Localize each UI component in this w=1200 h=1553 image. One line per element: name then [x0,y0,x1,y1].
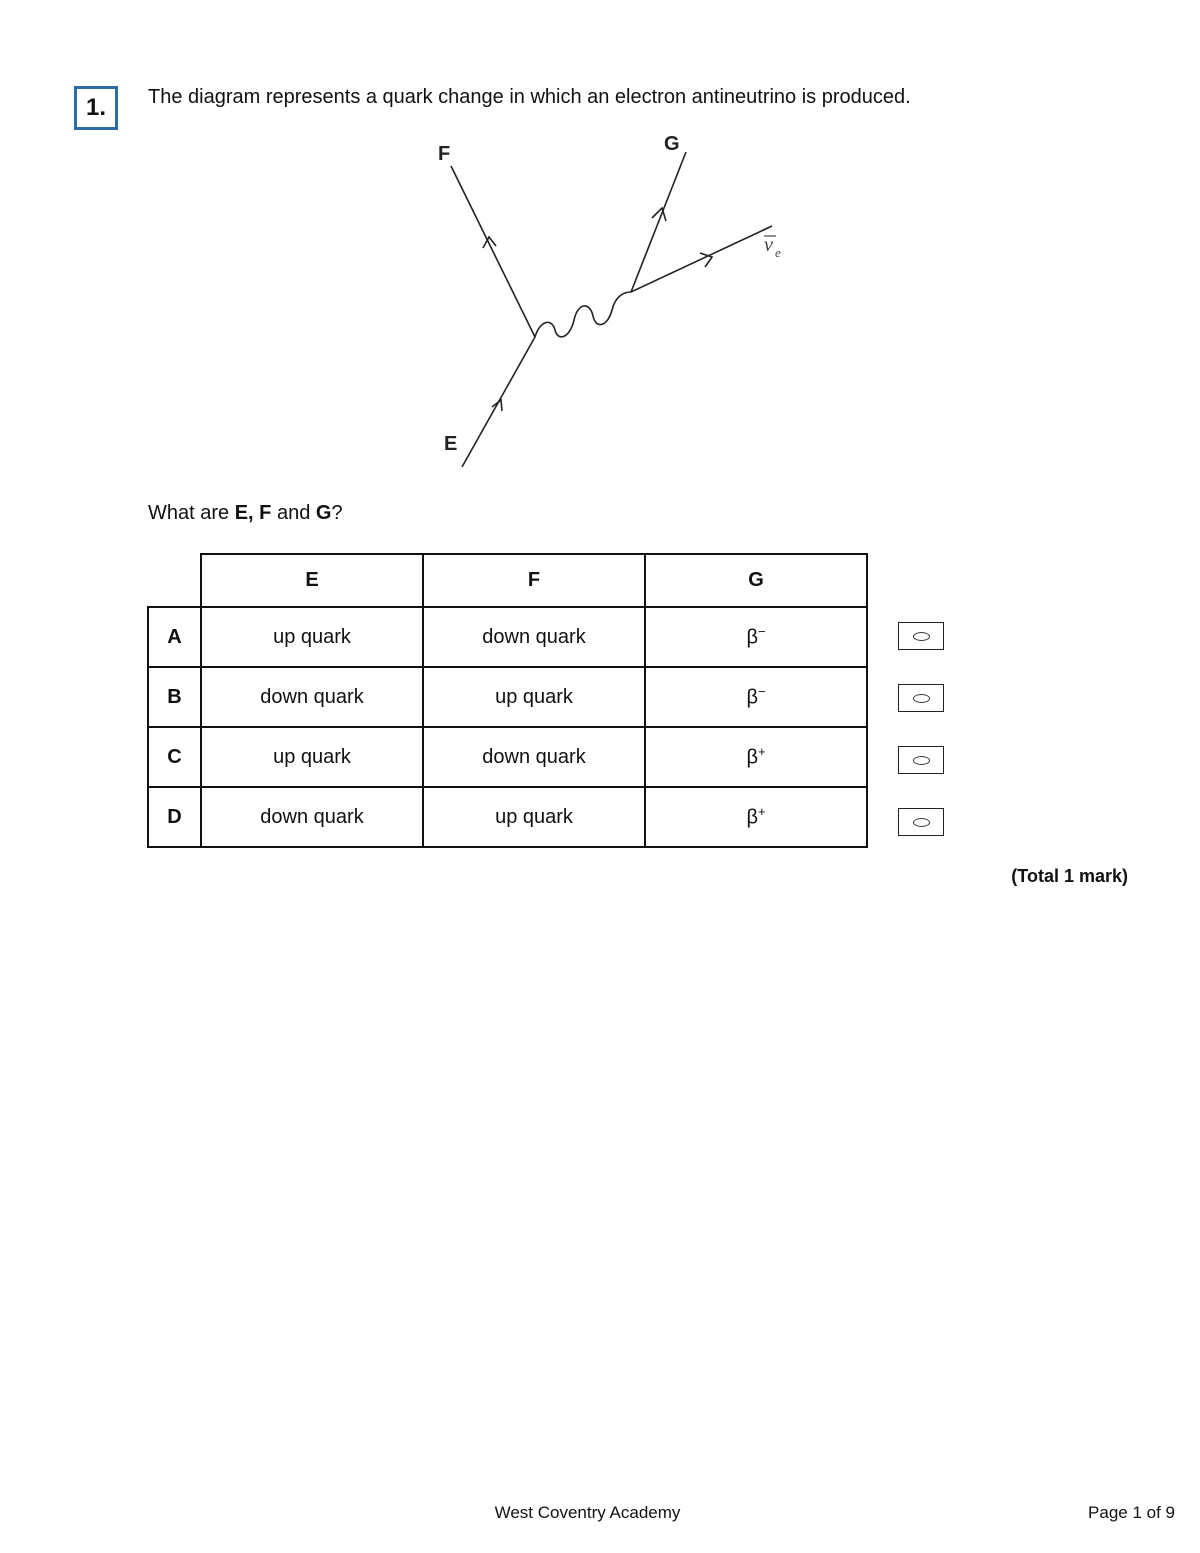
question-stem: The diagram represents a quark change in which an electron antineutrino is produced. [148,86,911,108]
option-e: down quark [201,667,423,727]
header-f: F [423,554,645,607]
answer-oval-a[interactable] [913,632,930,641]
answer-oval-d[interactable] [913,818,930,827]
option-g: β− [645,667,867,727]
answer-oval-b[interactable] [913,694,930,703]
table-header-row [148,554,867,607]
option-letter: B [148,667,201,727]
option-f: down quark [423,727,645,787]
option-letter: A [148,607,201,667]
option-e: up quark [201,607,423,667]
feynman-diagram [400,120,820,480]
header-g: G [645,554,867,607]
table-row [148,667,867,727]
line-f [451,166,535,337]
question-prompt: What are E, F and G? [148,502,343,524]
table-row [148,787,867,847]
header-e: E [201,554,423,607]
option-e: up quark [201,727,423,787]
line-nu [631,226,772,292]
table-row [148,607,867,667]
option-g: β− [645,607,867,667]
label-g: G [664,133,680,155]
answer-box-a[interactable] [898,622,944,650]
answer-box-d[interactable] [898,808,944,836]
options-table [147,553,868,848]
footer-page-number: Page 1 of 9 [1088,1503,1175,1522]
table-row [148,727,867,787]
answer-box-c[interactable] [898,746,944,774]
option-f: up quark [423,667,645,727]
arrow-f [483,237,496,248]
boson-line [535,292,631,337]
option-letter: C [148,727,201,787]
option-f: up quark [423,787,645,847]
option-letter: D [148,787,201,847]
option-f: down quark [423,607,645,667]
answer-oval-c[interactable] [913,756,930,765]
table-corner [148,554,201,607]
answer-box-b[interactable] [898,684,944,712]
label-antineutrino-sub: e [775,245,781,260]
option-g: β+ [645,787,867,847]
total-marks: (Total 1 mark) [1011,866,1128,886]
option-e: down quark [201,787,423,847]
footer-school: West Coventry Academy [494,1503,681,1522]
question-number: 1. [74,86,118,130]
option-g: β+ [645,727,867,787]
label-f: F [438,143,451,165]
label-antineutrino: ν [764,234,773,256]
label-e: E [444,433,458,455]
